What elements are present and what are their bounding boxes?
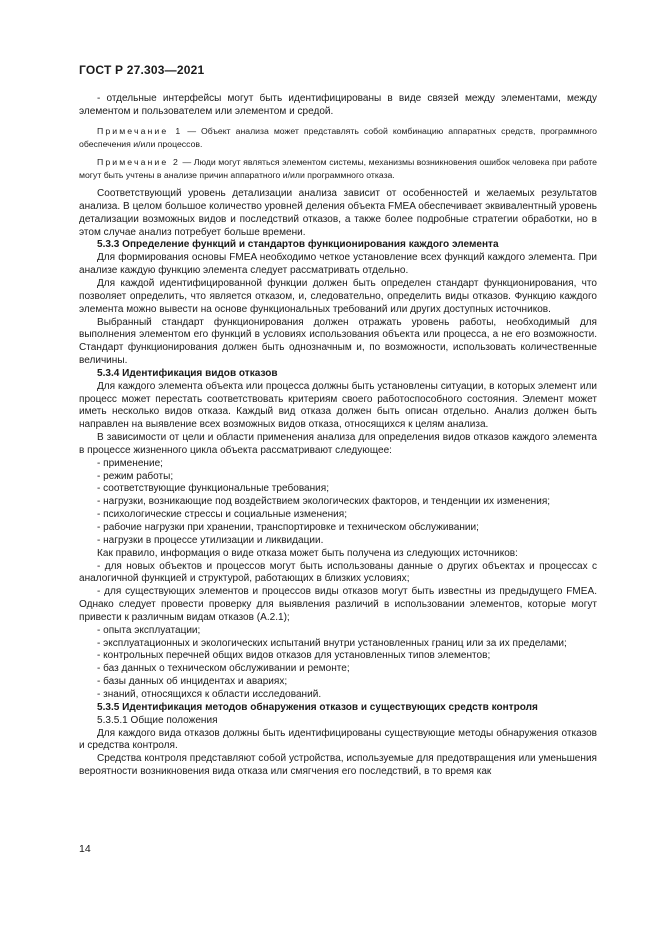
list-item: - базы данных об инцидентах и авариях; (97, 676, 288, 688)
section-5-3-3-paragraph-3: Выбранный стандарт функционирования должен отражать уровень работы, необходимый для выполнения элементом его функций в условиях использования объекта или процесса, а не его возможности. Стандарт функционирования должен быть однозначным и, по возможности, использовать количественные величины. (79, 316, 597, 367)
list-item: - соответствующие функциональные требования; (97, 483, 330, 495)
list-item: - нагрузки, возникающие под воздействием экологических факторов, и тенденции их изменения; (97, 496, 551, 508)
document-header: ГОСТ Р 27.303—2021 (79, 63, 205, 77)
list-item: - эксплуатационных и экологических испытаний внутри установленных границ или за их пределами; (97, 637, 567, 649)
list-item: - нагрузки в процессе утилизации и ликвидации. (97, 534, 324, 546)
list-item: - контрольных перечней общих видов отказов для установленных типов элементов; (97, 650, 491, 662)
list-item: - баз данных о техническом обслуживании и ремонте; (97, 663, 350, 675)
note-1-label: Примечание 1 (97, 125, 183, 136)
note-1 (79, 125, 597, 151)
note-2-label: Примечание 2 (97, 157, 180, 168)
section-5-3-5-paragraph-1: Для каждого вида отказов должны быть идентифицированы существующие методы обнаружения отказов и средства контроля. (79, 727, 597, 752)
section-5-3-3-heading: 5.3.3 Определение функций и стандартов функционирования каждого элемента (97, 239, 499, 251)
list-item: - рабочие нагрузки при хранении, транспортировке и техническом обслуживании; (97, 522, 479, 533)
list-item: - психологические стрессы и социальные изменения; (97, 509, 347, 521)
section-5-3-4-paragraph-1: Для каждого элемента объекта или процесса должны быть установлены ситуации, в которых элемент или процесс может перестать соответствовать критериям своего работоспособного состояния. Элемент может иметь несколько видов отказа. Каждый вид отказа должен быть описан отдельно. Анализ должен быть направлен на выявление всех возможных видов отказа, относящихся к целям анализа. (79, 380, 597, 431)
section-5-3-5-heading: 5.3.5 Идентификация методов обнаружения отказов и существующих средств контроля (97, 701, 538, 713)
section-5-3-5-paragraph-2: Средства контроля представляют собой устройства, используемые для предотвращения или уменьшения вероятности возникновения вида отказа или смягчения его последствий, в то время как (79, 753, 597, 778)
list-item: - режим работы; (97, 470, 174, 482)
note-1-text: — Объект анализа может представлять собой комбинацию аппаратных средств, программного обеспечения и/или процессов. (79, 125, 597, 149)
section-5-3-3-paragraph-1: Для формирования основы FMEA необходимо четкое установление всех функций каждого элемента. При анализе каждую функцию элемента следует рассматривать отдельно. (79, 252, 597, 277)
page-body (79, 93, 597, 779)
intro-paragraph-2: Соответствующий уровень детализации анализа зависит от особенностей и желаемых результатов анализа. В целом большое количество уровней деления объекта FMEA обеспечивает эквивалентный уровень детализации возможных видов и последствий отказов, а также более подробные стратегии обработки, но в этом случае анализ потребует больше времени. (79, 188, 597, 238)
section-5-3-4-paragraph-2: В зависимости от цели и области применения анализа для определения видов отказов каждого элемента в процессе жизненного цикла объекта рассматривают следующее: (79, 432, 597, 456)
page-number: 14 (79, 843, 91, 855)
section-5-3-4-heading: 5.3.4 Идентификация видов отказов (97, 367, 278, 379)
source-item-existing-elements: - для существующих элементов и процессов виды отказов могут быть известны из предыдущего FMEA. Однако следует провести проверку для выявления различий в использовании элементов, которые могут привести к различным видам отказов (А.2.1); (79, 586, 597, 623)
note-2 (79, 156, 597, 182)
section-5-3-4-paragraph-3: Как правило, информация о виде отказа может быть получена из следующих источников: (97, 547, 518, 559)
source-item-new-objects: - для новых объектов и процессов могут быть использованы данные о других объектах и процессах с аналогичной функцией и структурой, работающих в близких условиях; (79, 560, 597, 585)
section-5-3-3-paragraph-2: Для каждой идентифицированной функции должен быть определен стандарт функционирования, что позволяет определить, что является отказом, и, следовательно, определить виды отказов. Функцию каждого элемента можно вывести на основе функциональных требований или других доступных источников. (79, 277, 597, 315)
section-5-3-5-1-heading: 5.3.5.1 Общие положения (97, 714, 218, 726)
intro-paragraph-1: - отдельные интерфейсы могут быть идентифицированы в виде связей между элементами, между элементом и пользователем или элементом и средой. (79, 93, 597, 117)
note-2-text: — Люди могут являться элементом системы, механизмы возникновения ошибок человека при работе могут быть учтены в анализе причин аппаратного и/или программного отказа. (79, 157, 597, 181)
list-item: - применение; (97, 457, 163, 469)
list-item: - опыта эксплуатации; (97, 624, 201, 636)
list-item: - знаний, относящихся к области исследований. (97, 688, 322, 700)
